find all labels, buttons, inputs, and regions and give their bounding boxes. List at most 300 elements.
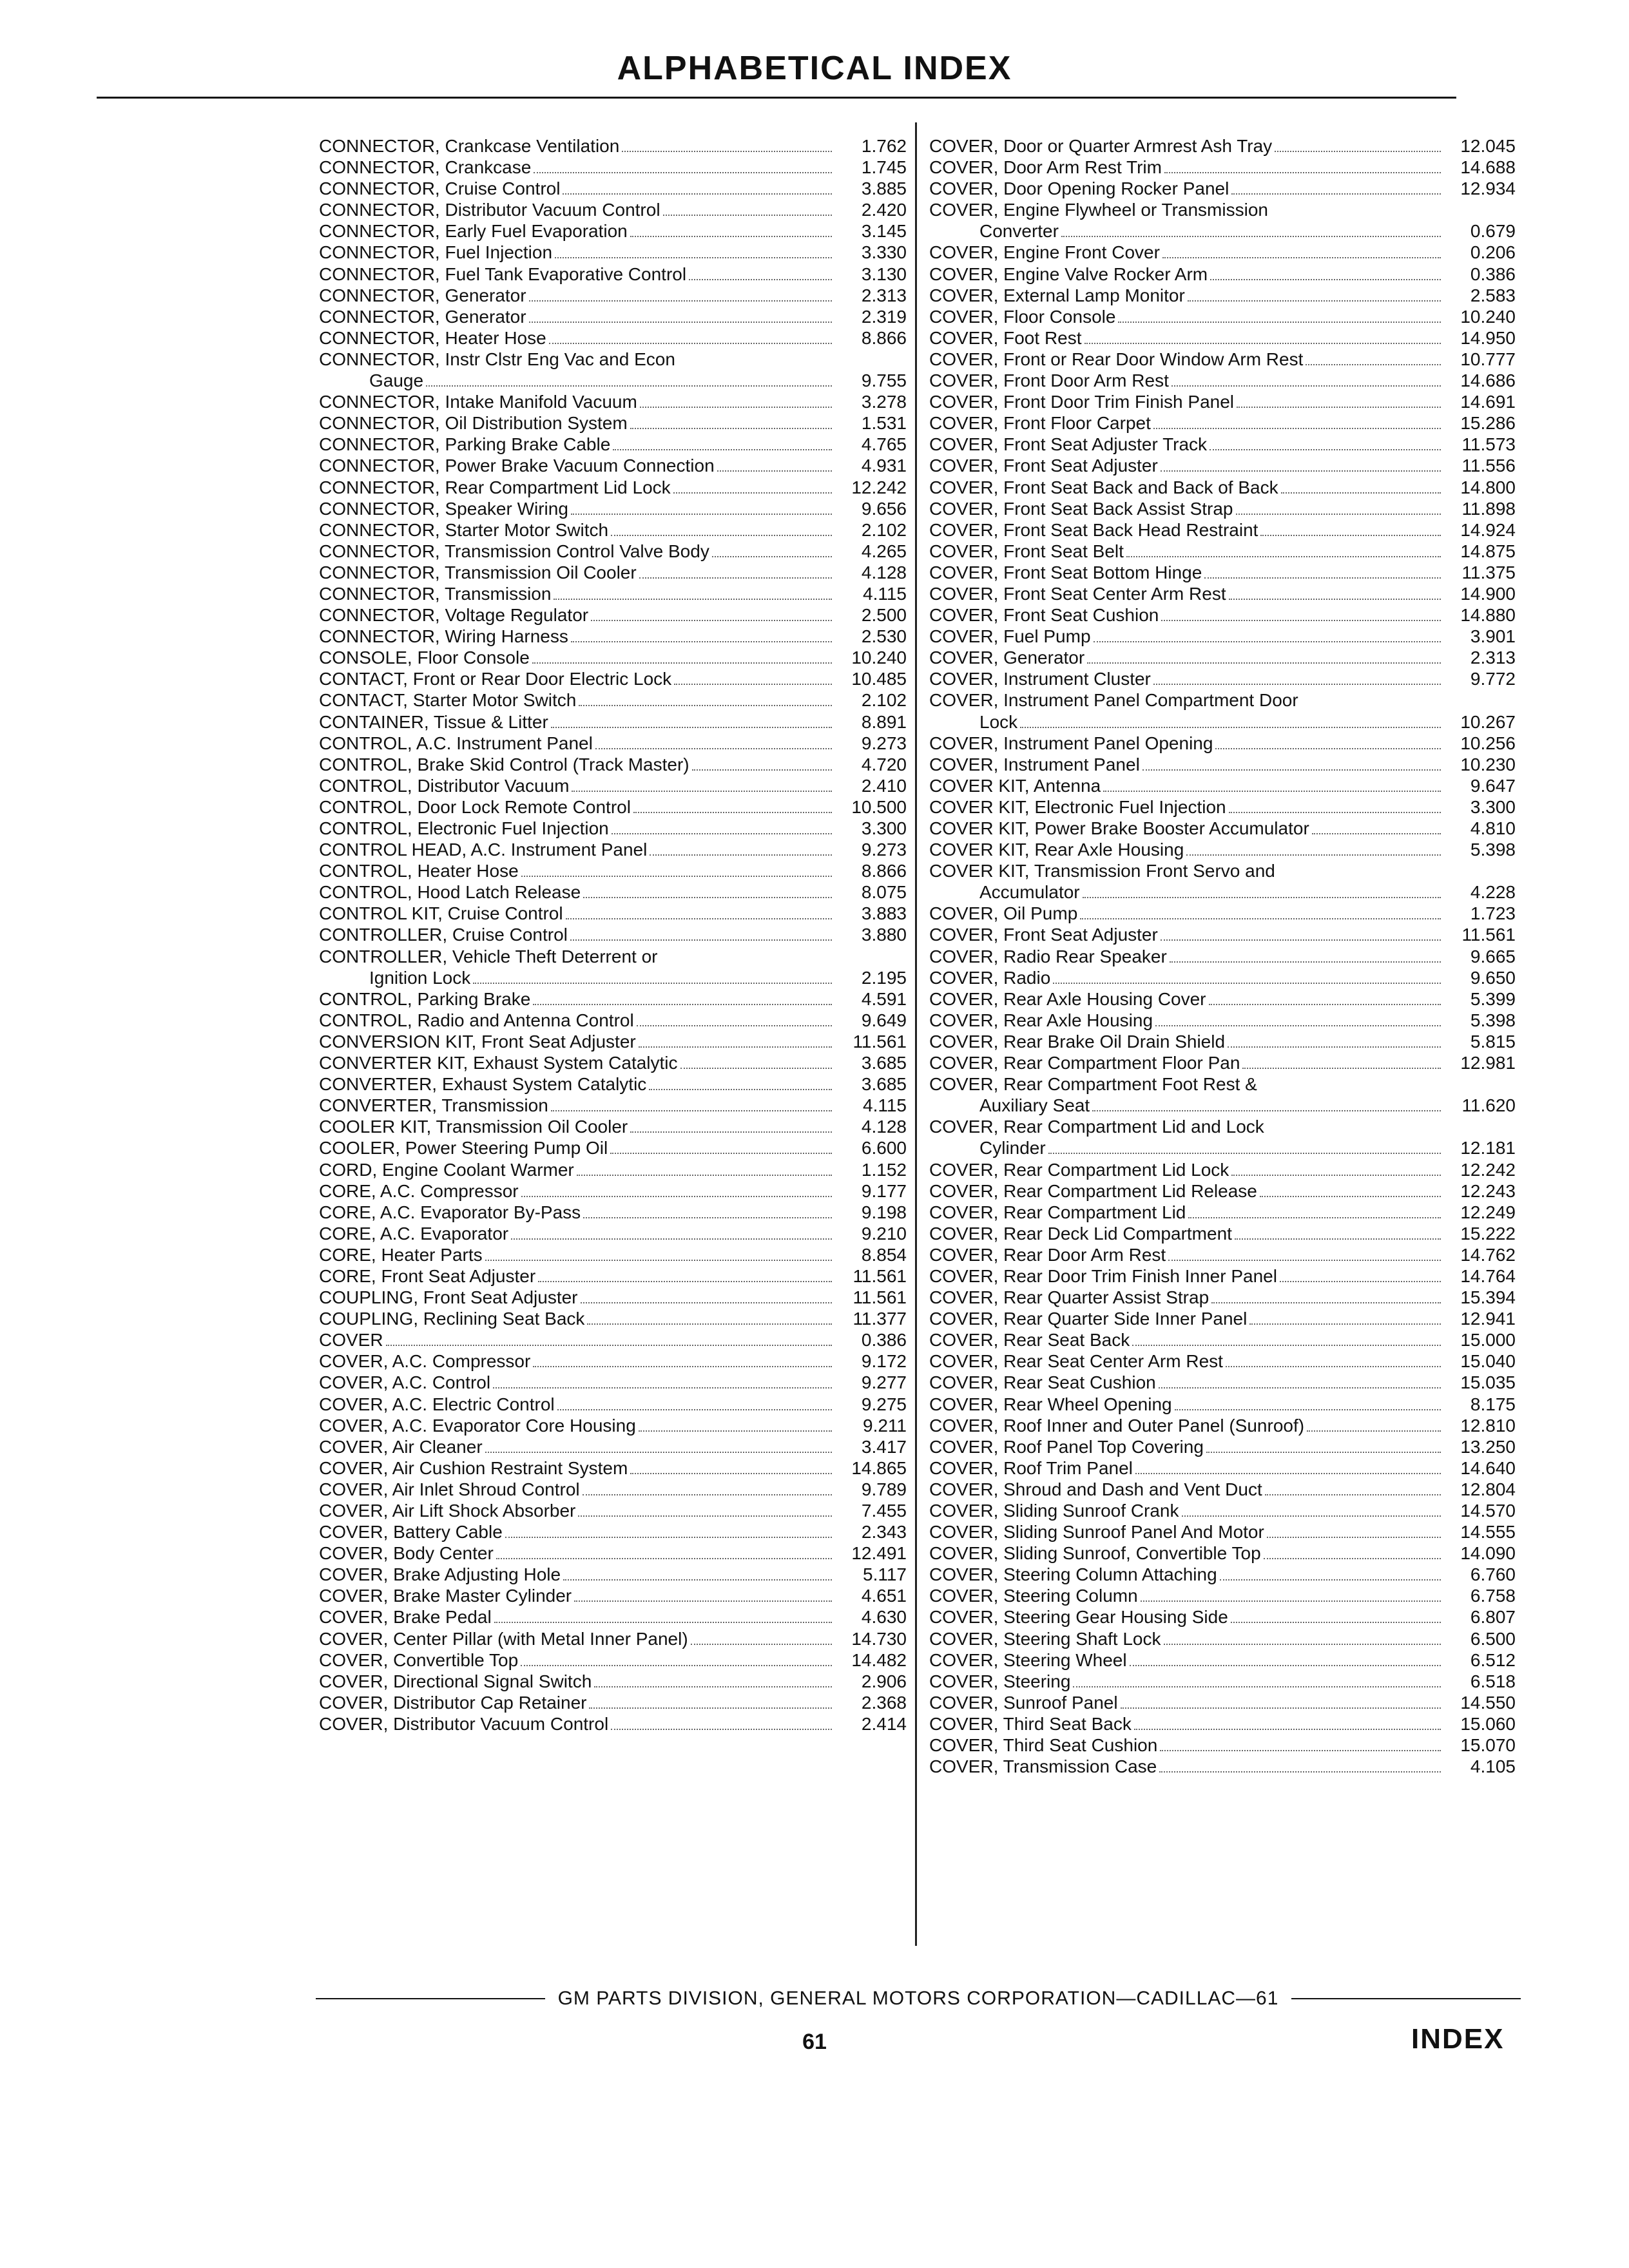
index-entry xyxy=(319,135,907,157)
index-entry-reference: 12.804 xyxy=(1460,1479,1516,1499)
index-entry-reference: 12.491 xyxy=(851,1543,907,1564)
index-entry-reference: 11.898 xyxy=(1461,498,1516,519)
index-entry-label-wrap xyxy=(319,604,836,626)
index-entry-label-wrap xyxy=(929,1500,1445,1522)
index-entry-label: CORE, Front Seat Adjuster xyxy=(319,1265,536,1286)
index-entry-label: COVER, Front Seat Cushion xyxy=(929,605,1159,626)
index-entry-label-wrap xyxy=(319,157,836,178)
index-entry-label: Accumulator xyxy=(979,882,1080,903)
index-entry xyxy=(929,1479,1516,1500)
index-entry xyxy=(929,1244,1516,1265)
index-entry-label: COVER, Steering Gear Housing Side xyxy=(929,1607,1228,1628)
index-entry-label-wrap xyxy=(929,391,1445,413)
index-entry-label-wrap xyxy=(929,306,1445,328)
index-entry-reference: 9.277 xyxy=(861,1372,907,1393)
index-entry-reference: 14.730 xyxy=(851,1628,907,1649)
index-entry-label: CONTACT, Starter Motor Switch xyxy=(319,690,577,711)
index-entry xyxy=(929,1223,1516,1244)
index-entry-label: COVER, A.C. Compressor xyxy=(319,1351,531,1372)
dot-leader xyxy=(630,428,832,429)
dot-leader xyxy=(1211,1302,1441,1303)
dot-leader xyxy=(1236,514,1441,515)
index-entry-reference: 8.891 xyxy=(861,711,907,732)
index-entry-label: CONNECTOR, Early Fuel Evaporation xyxy=(319,221,628,242)
index-entry-label: COVER, Door Opening Rocker Panel xyxy=(929,178,1229,199)
index-entry xyxy=(319,391,907,412)
index-entry-label: COVER, Front Seat Belt xyxy=(929,541,1124,561)
index-entry-reference: 6.518 xyxy=(1470,1671,1516,1691)
index-entry-label-wrap xyxy=(929,178,1445,200)
index-entry-label-wrap xyxy=(929,1202,1445,1224)
dot-leader xyxy=(1220,1579,1441,1581)
index-entry-label-wrap xyxy=(929,1244,1445,1266)
index-entry xyxy=(319,1713,907,1735)
index-entry xyxy=(929,455,1516,476)
index-entry xyxy=(319,1223,907,1244)
index-entry-label-wrap xyxy=(929,541,1445,562)
index-entry-label-wrap xyxy=(319,1628,836,1650)
index-entry-label-wrap xyxy=(929,1350,1445,1372)
index-entry xyxy=(319,689,907,711)
index-entry xyxy=(929,775,1516,796)
index-entry-reference: 14.924 xyxy=(1460,519,1516,540)
index-entry-reference: 2.583 xyxy=(1470,285,1516,305)
index-entry-label-wrap xyxy=(929,412,1445,434)
index-entry xyxy=(929,1329,1516,1350)
index-entry-reference: 15.286 xyxy=(1460,413,1516,434)
index-entry-reference: 14.640 xyxy=(1460,1457,1516,1478)
index-entry-label-wrap xyxy=(319,668,836,690)
index-entry-label: COVER, Front Seat Adjuster xyxy=(929,925,1158,945)
index-entry-label-wrap xyxy=(319,754,836,776)
dot-leader xyxy=(1228,1046,1441,1048)
index-entry-label-wrap xyxy=(319,519,836,541)
index-entry-label-wrap xyxy=(929,1116,1445,1138)
dot-leader xyxy=(591,620,832,621)
index-entry-label-wrap xyxy=(319,562,836,584)
index-entry-reference: 10.485 xyxy=(851,669,907,689)
dot-leader xyxy=(1186,854,1441,856)
index-entry-label-wrap xyxy=(319,1287,836,1309)
index-entry-label: COVER, Instrument Panel Compartment Door xyxy=(929,690,1298,711)
index-entry-label: CONVERSION KIT, Front Seat Adjuster xyxy=(319,1031,636,1052)
index-entry xyxy=(929,1372,1516,1393)
index-entry-label: COVER, Rear Compartment Foot Rest & xyxy=(929,1074,1257,1095)
dot-leader xyxy=(1153,428,1441,429)
dot-leader xyxy=(640,407,832,408)
index-entry-label-wrap xyxy=(929,647,1445,669)
index-entry-label-wrap xyxy=(319,306,836,328)
index-entry-label: COVER, Rear Wheel Opening xyxy=(929,1394,1172,1414)
index-entry-label-wrap xyxy=(929,839,1445,861)
dot-leader xyxy=(649,1089,832,1090)
index-entry-label: COVER, Front Seat Center Arm Rest xyxy=(929,583,1226,604)
index-entry xyxy=(319,1628,907,1649)
index-entry-label: COVER, Rear Compartment Floor Pan xyxy=(929,1053,1240,1073)
index-entry-label: CORE, Heater Parts xyxy=(319,1244,483,1265)
dot-leader xyxy=(1210,279,1441,280)
index-entry-reference: 1.152 xyxy=(861,1159,907,1180)
index-entry-label: COVER xyxy=(319,1330,383,1350)
index-entry-label-wrap xyxy=(929,1265,1445,1287)
index-entry-reference: 4.105 xyxy=(1470,1756,1516,1777)
index-entry-reference: 15.394 xyxy=(1460,1287,1516,1308)
index-entry-reference: 9.649 xyxy=(861,1010,907,1030)
index-entry-label-wrap xyxy=(319,1265,836,1287)
index-entry-label: COVER, Air Cleaner xyxy=(319,1436,483,1457)
index-entry-reference: 3.885 xyxy=(861,178,907,199)
index-entry-reference: 14.686 xyxy=(1460,370,1516,391)
index-entry-reference: 9.755 xyxy=(861,370,907,391)
index-entry-label-wrap xyxy=(319,1394,836,1416)
index-entry-reference: 0.679 xyxy=(1470,221,1516,242)
index-entry xyxy=(929,135,1516,157)
index-entry-label: COVER, Distributor Vacuum Control xyxy=(319,1713,609,1734)
index-entry-reference: 4.931 xyxy=(861,456,907,476)
dot-leader xyxy=(1126,556,1441,557)
index-entry xyxy=(929,1116,1516,1137)
dot-leader xyxy=(1168,1260,1441,1261)
dot-leader xyxy=(1020,727,1441,728)
dot-leader xyxy=(1264,1558,1441,1559)
index-entry-label: COVER, Engine Valve Rocker Arm xyxy=(929,264,1208,284)
index-entry-label-wrap xyxy=(319,264,836,285)
dot-leader xyxy=(1061,236,1441,237)
index-entry-label-wrap xyxy=(929,1692,1445,1714)
index-entry-reference: 8.866 xyxy=(861,861,907,881)
dot-leader xyxy=(1280,1281,1441,1282)
index-entry-reference: 12.242 xyxy=(851,477,907,497)
dot-leader xyxy=(1231,1622,1441,1623)
dot-leader xyxy=(1242,1068,1441,1069)
index-entry-reference: 4.651 xyxy=(861,1586,907,1606)
index-entry xyxy=(319,1457,907,1479)
index-entry-label: CORD, Engine Coolant Warmer xyxy=(319,1159,574,1180)
dot-leader xyxy=(1206,1452,1441,1453)
index-entry-reference: 9.665 xyxy=(1470,946,1516,966)
dot-leader xyxy=(689,279,832,280)
index-entry-label-wrap xyxy=(319,1713,836,1735)
index-entry-label: COVER, Brake Master Cylinder xyxy=(319,1586,572,1606)
index-entry xyxy=(929,306,1516,327)
index-entry-reference: 12.243 xyxy=(1460,1180,1516,1201)
index-entry-label: CORE, A.C. Compressor xyxy=(319,1180,519,1201)
index-entry-reference: 10.256 xyxy=(1460,733,1516,753)
index-entry-reference: 11.375 xyxy=(1461,562,1516,582)
index-entry-reference: 2.906 xyxy=(861,1671,907,1691)
dot-leader xyxy=(630,236,832,237)
footer xyxy=(316,1988,1521,2010)
index-entry-label-wrap xyxy=(929,1287,1445,1309)
index-entry xyxy=(929,1564,1516,1585)
index-entry xyxy=(929,220,1516,242)
index-entry-label: COVER, Front Seat Adjuster xyxy=(929,456,1158,476)
index-entry-label: CONTROL, Radio and Antenna Control xyxy=(319,1010,634,1030)
dot-leader xyxy=(611,535,832,536)
index-entry-reference: 12.810 xyxy=(1460,1415,1516,1436)
dot-leader xyxy=(1267,1537,1441,1538)
index-entry xyxy=(319,306,907,327)
index-entry xyxy=(319,903,907,924)
index-entry-label-wrap xyxy=(319,1329,836,1351)
dot-leader xyxy=(1210,449,1441,450)
dot-leader xyxy=(1229,599,1441,600)
index-entry xyxy=(929,1202,1516,1223)
index-entry-label: COVER, Distributor Cap Retainer xyxy=(319,1692,587,1713)
index-entry xyxy=(929,1585,1516,1606)
dot-leader xyxy=(583,1217,832,1218)
dot-leader xyxy=(673,492,832,494)
index-entry xyxy=(929,1521,1516,1542)
index-entry-reference: 4.128 xyxy=(861,1117,907,1137)
index-entry-label: COVER, Steering Column Attaching xyxy=(929,1564,1217,1585)
index-entry-label: CONNECTOR, Wiring Harness xyxy=(319,626,568,647)
index-entry-label: COVER, Rear Seat Cushion xyxy=(929,1372,1156,1393)
index-entry-label: CORE, A.C. Evaporator xyxy=(319,1223,509,1244)
dot-leader xyxy=(571,514,832,515)
index-entry xyxy=(929,839,1516,860)
dot-leader xyxy=(1204,577,1441,579)
dot-leader xyxy=(1226,1366,1441,1367)
index-entry-label: COVER, Front Door Arm Rest xyxy=(929,370,1169,391)
index-entry xyxy=(929,285,1516,306)
index-entry xyxy=(319,1542,907,1564)
dot-leader xyxy=(630,1131,832,1133)
index-entry-label: COVER, Steering xyxy=(929,1671,1071,1691)
index-entry-reference: 2.410 xyxy=(861,775,907,796)
dot-leader xyxy=(493,1387,832,1389)
index-entry-label-wrap xyxy=(319,1372,836,1394)
index-entry-label-wrap xyxy=(929,1010,1445,1032)
index-entry-label: COVER, Front Seat Back Assist Strap xyxy=(929,498,1233,519)
index-entry xyxy=(319,519,907,541)
index-entry xyxy=(929,1692,1516,1713)
index-entry-reference: 14.691 xyxy=(1460,392,1516,412)
index-entry xyxy=(929,1010,1516,1031)
index-entry-label-wrap xyxy=(929,477,1445,499)
index-entry-label: CONNECTOR, Fuel Tank Evaporative Control xyxy=(319,264,687,284)
index-entry xyxy=(929,733,1516,754)
index-entry-reference: 2.102 xyxy=(861,519,907,540)
index-entry xyxy=(929,199,1516,220)
index-entry xyxy=(929,604,1516,626)
index-entry xyxy=(929,370,1516,391)
index-entry-label: COVER, Door or Quarter Armrest Ash Tray xyxy=(929,136,1273,156)
index-entry-label-wrap xyxy=(319,1542,836,1564)
index-entry xyxy=(319,1287,907,1308)
index-entry-label-wrap xyxy=(929,1436,1445,1458)
index-entry-label: COVER, Radio xyxy=(929,967,1051,988)
index-entry-reference: 15.060 xyxy=(1460,1713,1516,1734)
index-entry-reference: 8.175 xyxy=(1470,1394,1516,1414)
dot-leader xyxy=(534,172,832,173)
index-entry xyxy=(929,754,1516,775)
dot-leader xyxy=(630,1473,832,1474)
dot-leader xyxy=(1249,1323,1441,1325)
index-entry xyxy=(929,626,1516,647)
dot-leader xyxy=(496,1558,832,1559)
index-entry-label-wrap xyxy=(929,434,1445,456)
index-entry-label: COVER, Rear Door Trim Finish Inner Panel xyxy=(929,1265,1277,1286)
dot-leader xyxy=(1161,470,1441,472)
dot-leader xyxy=(622,151,832,152)
index-entry xyxy=(929,967,1516,988)
index-entry-label-wrap xyxy=(929,1542,1445,1564)
index-entry xyxy=(319,1180,907,1202)
index-entry-label-wrap xyxy=(319,1479,836,1501)
dot-leader xyxy=(712,556,832,557)
index-entry-label-wrap xyxy=(929,583,1445,605)
footer-rule-right xyxy=(1291,1998,1521,1999)
index-entry xyxy=(929,1606,1516,1628)
index-entry-label-wrap xyxy=(319,1244,836,1266)
index-entry-reference: 4.228 xyxy=(1470,882,1516,903)
index-entry-label: COVER, Oil Pump xyxy=(929,903,1078,924)
index-entry xyxy=(319,1479,907,1500)
index-entry xyxy=(319,242,907,263)
index-entry-reference: 6.758 xyxy=(1470,1586,1516,1606)
index-entry-label-wrap xyxy=(319,391,836,413)
index-entry-label-wrap xyxy=(929,1394,1445,1416)
index-entry-label-wrap xyxy=(929,967,1445,989)
index-entry-label: COVER, Steering Wheel xyxy=(929,1649,1127,1670)
index-entry-reference: 12.934 xyxy=(1460,178,1516,199)
index-entry-reference: 14.865 xyxy=(851,1457,907,1478)
index-entry-reference: 14.762 xyxy=(1460,1244,1516,1265)
index-entry-label: CONNECTOR, Rear Compartment Lid Lock xyxy=(319,477,671,497)
index-entry-reference: 1.723 xyxy=(1470,903,1516,924)
index-entry-reference: 12.249 xyxy=(1460,1202,1516,1222)
dot-leader xyxy=(529,300,832,302)
index-entry-reference: 4.265 xyxy=(861,541,907,561)
index-entry-reference: 14.900 xyxy=(1460,583,1516,604)
index-entry-reference: 2.313 xyxy=(1470,648,1516,668)
index-entry xyxy=(929,1671,1516,1692)
index-entry-label: Ignition Lock xyxy=(369,967,471,988)
index-entry-label: CONTROL HEAD, A.C. Instrument Panel xyxy=(319,840,648,860)
index-entry-label: COVER, Radio Rear Speaker xyxy=(929,946,1167,966)
dot-leader xyxy=(1215,748,1441,749)
index-entry xyxy=(929,541,1516,562)
index-entry-reference: 4.115 xyxy=(863,583,907,604)
index-entry-label-wrap xyxy=(319,626,836,648)
index-entry-label: CONTROL, Parking Brake xyxy=(319,988,531,1009)
index-entry-label-wrap xyxy=(319,1671,836,1693)
page-number: 61 xyxy=(802,2030,827,2054)
index-entry-reference: 15.000 xyxy=(1460,1330,1516,1350)
dot-leader xyxy=(538,1281,832,1282)
index-entry-reference: 10.240 xyxy=(851,648,907,668)
dot-leader xyxy=(663,215,832,216)
index-entry-label-wrap xyxy=(319,455,836,477)
index-entry-reference: 2.102 xyxy=(861,690,907,711)
index-entry-label: COOLER, Power Steering Pump Oil xyxy=(319,1138,608,1158)
dot-leader xyxy=(639,577,832,579)
index-entry-reference: 6.760 xyxy=(1470,1564,1516,1585)
title-rule xyxy=(97,97,1456,99)
index-entry-label-wrap xyxy=(319,1500,836,1522)
index-entry-reference: 14.800 xyxy=(1460,477,1516,497)
index-entry-reference: 10.267 xyxy=(1460,711,1516,732)
index-entry xyxy=(319,498,907,519)
index-entry-label: COVER, Rear Quarter Assist Strap xyxy=(929,1287,1210,1308)
index-entry-reference: 9.656 xyxy=(861,498,907,519)
index-entry xyxy=(319,1095,907,1116)
dot-leader xyxy=(579,705,832,706)
index-entry xyxy=(929,434,1516,455)
index-entry-label: COVER, Engine Flywheel or Transmission xyxy=(929,200,1268,220)
index-entry-label: COUPLING, Reclining Seat Back xyxy=(319,1309,585,1329)
dot-leader xyxy=(555,257,832,258)
index-entry-label-wrap xyxy=(319,199,836,221)
dot-leader xyxy=(563,1579,832,1581)
index-entry-label: COVER, Front Floor Carpet xyxy=(929,413,1151,434)
index-entry-label: CONNECTOR, Transmission Control Valve Body xyxy=(319,541,709,561)
index-entry-label: CONTROL, Distributor Vacuum xyxy=(319,775,570,796)
index-entry-label: COVER, Front Seat Back Head Restraint xyxy=(929,519,1258,540)
index-entry-reference: 3.883 xyxy=(861,903,907,924)
index-entry xyxy=(319,1372,907,1393)
index-entry xyxy=(929,1159,1516,1180)
index-entry-reference: 8.854 xyxy=(861,1244,907,1265)
index-entry-label: CONNECTOR, Starter Motor Switch xyxy=(319,519,609,540)
index-entry xyxy=(929,711,1516,733)
dot-leader xyxy=(1132,1345,1441,1346)
index-entry-label: COVER, A.C. Control xyxy=(319,1372,491,1393)
index-entry xyxy=(319,455,907,476)
index-entry xyxy=(929,1415,1516,1436)
index-entry-reference: 13.250 xyxy=(1460,1436,1516,1457)
index-entry-label: COVER, Front or Rear Door Window Arm Rest xyxy=(929,349,1304,369)
dot-leader xyxy=(1134,1729,1441,1730)
index-entry-reference: 12.981 xyxy=(1460,1053,1516,1073)
index-entry-label-wrap xyxy=(929,668,1445,690)
index-entry-label-wrap xyxy=(929,1095,1445,1117)
index-entry-reference: 4.115 xyxy=(863,1095,907,1116)
index-entry-label: CONNECTOR, Parking Brake Cable xyxy=(319,434,611,455)
index-entry-label-wrap xyxy=(929,135,1445,157)
index-entry-reference: 15.070 xyxy=(1460,1735,1516,1756)
index-entry xyxy=(319,1692,907,1713)
index-entry-label: COVER KIT, Transmission Front Servo and xyxy=(929,861,1275,881)
index-entry-label-wrap xyxy=(319,220,836,242)
left-index-column xyxy=(319,135,907,1735)
dot-leader xyxy=(589,1707,832,1709)
index-entry xyxy=(319,1585,907,1606)
index-entry-label-wrap xyxy=(319,583,836,605)
index-entry-reference: 15.035 xyxy=(1460,1372,1516,1393)
dot-leader xyxy=(1209,1004,1441,1005)
index-entry-reference: 3.145 xyxy=(861,221,907,242)
index-entry-reference: 9.177 xyxy=(861,1180,907,1201)
index-entry-label-wrap xyxy=(319,1308,836,1330)
index-entry-reference: 2.414 xyxy=(861,1713,907,1734)
index-entry-label-wrap xyxy=(929,1628,1445,1650)
dot-leader xyxy=(494,1622,832,1623)
index-entry xyxy=(319,1308,907,1329)
index-entry xyxy=(929,689,1516,711)
dot-leader xyxy=(1142,769,1441,771)
dot-leader xyxy=(1118,322,1441,323)
dot-leader xyxy=(613,449,832,450)
index-entry-label: CONTROL KIT, Cruise Control xyxy=(319,903,563,924)
index-entry xyxy=(929,1628,1516,1649)
dot-leader xyxy=(611,1729,832,1730)
index-entry-reference: 9.273 xyxy=(861,733,907,753)
index-entry-label: COVER, Sliding Sunroof Panel And Motor xyxy=(929,1522,1264,1542)
index-entry-label: CONNECTOR, Cruise Control xyxy=(319,178,561,199)
index-entry xyxy=(319,1436,907,1457)
